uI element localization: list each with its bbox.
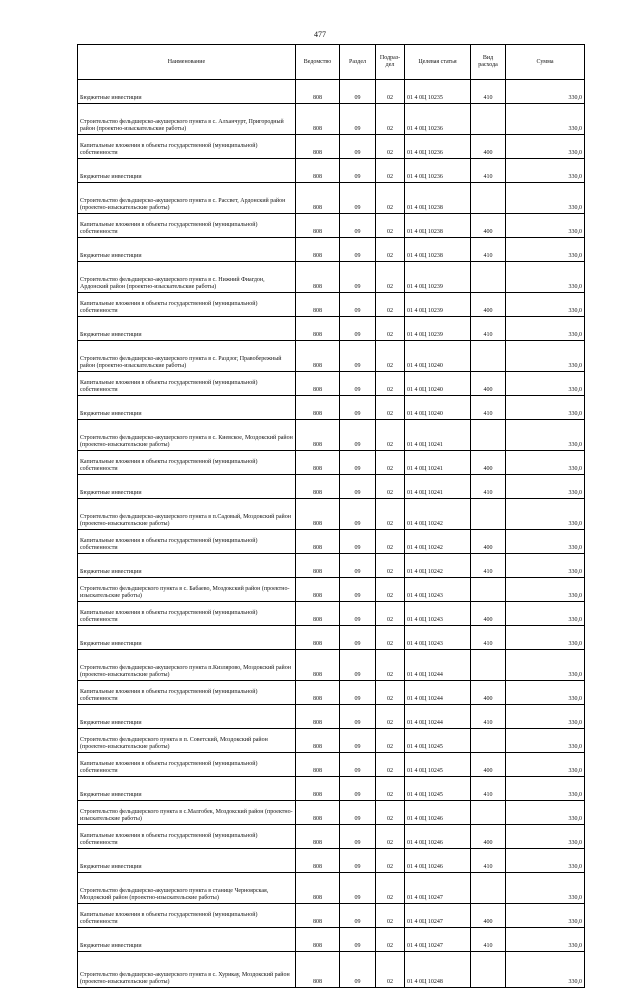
cell-section: 09 — [340, 293, 376, 317]
cell-sum: 330,0 — [506, 396, 585, 420]
cell-name: Капитальные вложения в объекты государственной (муниципальной) собственности — [78, 530, 296, 554]
cell-subsection: 02 — [376, 262, 405, 293]
header-expense-type: Вид расхода — [471, 45, 506, 80]
cell-article: 01 4 0Ц 10241 — [405, 451, 471, 475]
cell-name: Бюджетные инвестиции — [78, 928, 296, 952]
table-row — [78, 451, 585, 475]
cell-sum: 330,0 — [506, 183, 585, 214]
cell-article: 01 4 0Ц 10244 — [405, 650, 471, 681]
cell-expense-type: 410 — [471, 554, 506, 578]
table-header-row — [78, 45, 585, 80]
cell-expense-type — [471, 420, 506, 451]
cell-dept: 808 — [296, 705, 340, 729]
cell-expense-type: 410 — [471, 928, 506, 952]
table-body — [78, 80, 585, 988]
cell-sum: 330,0 — [506, 904, 585, 928]
cell-name: Капитальные вложения в объекты государственной (муниципальной) собственности — [78, 825, 296, 849]
cell-subsection: 02 — [376, 238, 405, 262]
cell-subsection: 02 — [376, 849, 405, 873]
cell-section: 09 — [340, 104, 376, 135]
table-row — [78, 341, 585, 372]
cell-sum: 330,0 — [506, 420, 585, 451]
table-row — [78, 681, 585, 705]
cell-sum: 330,0 — [506, 650, 585, 681]
cell-subsection: 02 — [376, 705, 405, 729]
cell-name: Капитальные вложения в объекты государственной (муниципальной) собственности — [78, 753, 296, 777]
cell-section: 09 — [340, 135, 376, 159]
cell-subsection: 02 — [376, 104, 405, 135]
cell-subsection: 02 — [376, 293, 405, 317]
cell-name: Бюджетные инвестиции — [78, 317, 296, 341]
cell-expense-type — [471, 499, 506, 530]
cell-subsection: 02 — [376, 214, 405, 238]
cell-dept: 808 — [296, 777, 340, 801]
cell-dept: 808 — [296, 650, 340, 681]
cell-sum: 330,0 — [506, 372, 585, 396]
cell-article: 01 4 0Ц 10246 — [405, 849, 471, 873]
cell-expense-type: 400 — [471, 451, 506, 475]
cell-expense-type: 410 — [471, 475, 506, 499]
cell-section: 09 — [340, 952, 376, 988]
cell-article: 01 4 0Ц 10245 — [405, 729, 471, 753]
cell-expense-type: 400 — [471, 372, 506, 396]
cell-subsection: 02 — [376, 904, 405, 928]
cell-dept: 808 — [296, 341, 340, 372]
cell-subsection: 02 — [376, 530, 405, 554]
cell-expense-type: 400 — [471, 825, 506, 849]
cell-section: 09 — [340, 80, 376, 104]
cell-name: Бюджетные инвестиции — [78, 705, 296, 729]
cell-subsection: 02 — [376, 317, 405, 341]
cell-subsection: 02 — [376, 80, 405, 104]
cell-section: 09 — [340, 928, 376, 952]
cell-dept: 808 — [296, 602, 340, 626]
cell-name: Строительство фельдшерско-акушерского пункта в с. Киевское, Моздокский район (проектно-изыскательские работы) — [78, 420, 296, 451]
table-row — [78, 602, 585, 626]
cell-section: 09 — [340, 475, 376, 499]
cell-section: 09 — [340, 777, 376, 801]
cell-subsection: 02 — [376, 135, 405, 159]
cell-article: 01 4 0Ц 10243 — [405, 578, 471, 602]
cell-sum: 330,0 — [506, 554, 585, 578]
cell-section: 09 — [340, 159, 376, 183]
table-row — [78, 262, 585, 293]
cell-name: Строительство фельдшерско-акушерского пункта в п.Садовый, Моздокский район (проектно-изыскательские работы) — [78, 499, 296, 530]
table-row — [78, 104, 585, 135]
cell-sum: 330,0 — [506, 849, 585, 873]
table-row — [78, 80, 585, 104]
cell-sum: 330,0 — [506, 451, 585, 475]
cell-dept: 808 — [296, 135, 340, 159]
cell-expense-type — [471, 104, 506, 135]
cell-section: 09 — [340, 554, 376, 578]
header-sum: Сумма — [506, 45, 585, 80]
cell-article: 01 4 0Ц 10245 — [405, 777, 471, 801]
cell-section: 09 — [340, 372, 376, 396]
cell-article: 01 4 0Ц 10242 — [405, 554, 471, 578]
cell-sum: 330,0 — [506, 753, 585, 777]
table-row — [78, 159, 585, 183]
cell-section: 09 — [340, 729, 376, 753]
cell-expense-type: 400 — [471, 681, 506, 705]
cell-dept: 808 — [296, 80, 340, 104]
cell-dept: 808 — [296, 372, 340, 396]
cell-section: 09 — [340, 626, 376, 650]
cell-sum: 330,0 — [506, 729, 585, 753]
cell-expense-type: 410 — [471, 238, 506, 262]
cell-dept: 808 — [296, 475, 340, 499]
table-row — [78, 578, 585, 602]
cell-dept: 808 — [296, 451, 340, 475]
cell-subsection: 02 — [376, 729, 405, 753]
table-row — [78, 293, 585, 317]
cell-subsection: 02 — [376, 159, 405, 183]
cell-subsection: 02 — [376, 801, 405, 825]
header-name: Наименование — [78, 45, 296, 80]
cell-dept: 808 — [296, 293, 340, 317]
cell-section: 09 — [340, 214, 376, 238]
cell-dept: 808 — [296, 183, 340, 214]
cell-expense-type: 400 — [471, 753, 506, 777]
table-row — [78, 214, 585, 238]
cell-expense-type: 400 — [471, 135, 506, 159]
table-row — [78, 904, 585, 928]
cell-article: 01 4 0Ц 10241 — [405, 420, 471, 451]
cell-section: 09 — [340, 650, 376, 681]
cell-expense-type: 410 — [471, 396, 506, 420]
cell-dept: 808 — [296, 729, 340, 753]
cell-name: Строительство фельдшерско-акушерского пункта в с. Раздзог, Правобережный район (проектно-изыскательские работы) — [78, 341, 296, 372]
cell-name: Капитальные вложения в объекты государственной (муниципальной) собственности — [78, 451, 296, 475]
table-row — [78, 729, 585, 753]
cell-subsection: 02 — [376, 183, 405, 214]
cell-sum: 330,0 — [506, 801, 585, 825]
cell-name: Капитальные вложения в объекты государственной (муниципальной) собственности — [78, 293, 296, 317]
cell-name: Бюджетные инвестиции — [78, 80, 296, 104]
table-row — [78, 825, 585, 849]
cell-name: Строительство фельдшерско-акушерского пункта п.Кизлярово, Моздокский район (проектно-изыскательские работы) — [78, 650, 296, 681]
cell-subsection: 02 — [376, 777, 405, 801]
cell-subsection: 02 — [376, 681, 405, 705]
cell-dept: 808 — [296, 849, 340, 873]
cell-article: 01 4 0Ц 10242 — [405, 499, 471, 530]
cell-section: 09 — [340, 451, 376, 475]
cell-subsection: 02 — [376, 626, 405, 650]
cell-sum: 330,0 — [506, 705, 585, 729]
cell-subsection: 02 — [376, 420, 405, 451]
cell-expense-type: 410 — [471, 849, 506, 873]
table-row — [78, 317, 585, 341]
cell-article: 01 4 0Ц 10235 — [405, 80, 471, 104]
cell-section: 09 — [340, 753, 376, 777]
cell-expense-type — [471, 729, 506, 753]
cell-section: 09 — [340, 849, 376, 873]
cell-sum: 330,0 — [506, 952, 585, 988]
cell-expense-type — [471, 952, 506, 988]
cell-dept: 808 — [296, 554, 340, 578]
cell-subsection: 02 — [376, 602, 405, 626]
cell-article: 01 4 0Ц 10241 — [405, 475, 471, 499]
cell-section: 09 — [340, 825, 376, 849]
cell-dept: 808 — [296, 873, 340, 904]
cell-expense-type: 400 — [471, 904, 506, 928]
cell-expense-type: 410 — [471, 80, 506, 104]
cell-dept: 808 — [296, 753, 340, 777]
cell-name: Капитальные вложения в объекты государственной (муниципальной) собственности — [78, 214, 296, 238]
cell-name: Строительство фельдшерско-акушерского пункта в с. Нижний Фиагдон, Ардонский район (проектно-изыскательские работы) — [78, 262, 296, 293]
cell-section: 09 — [340, 530, 376, 554]
cell-sum: 330,0 — [506, 317, 585, 341]
cell-name: Строительство фельдшерско-акушерского пункта в с. Рассвет, Ардонский район (проектно-изыскательские работы) — [78, 183, 296, 214]
table-row — [78, 753, 585, 777]
cell-subsection: 02 — [376, 372, 405, 396]
cell-article: 01 4 0Ц 10247 — [405, 928, 471, 952]
cell-section: 09 — [340, 801, 376, 825]
table-row — [78, 777, 585, 801]
cell-name: Бюджетные инвестиции — [78, 777, 296, 801]
cell-dept: 808 — [296, 104, 340, 135]
cell-name: Строительство фельдшерско-акушерского пункта в станице Черноярская, Моздокский район (проектно-изыскательские работы) — [78, 873, 296, 904]
cell-sum: 330,0 — [506, 475, 585, 499]
cell-sum: 330,0 — [506, 341, 585, 372]
cell-name: Капитальные вложения в объекты государственной (муниципальной) собственности — [78, 602, 296, 626]
table-row — [78, 801, 585, 825]
cell-name: Бюджетные инвестиции — [78, 159, 296, 183]
cell-expense-type: 400 — [471, 214, 506, 238]
table-row — [78, 928, 585, 952]
cell-article: 01 4 0Ц 10248 — [405, 952, 471, 988]
cell-name: Капитальные вложения в объекты государственной (муниципальной) собственности — [78, 904, 296, 928]
cell-dept: 808 — [296, 499, 340, 530]
cell-expense-type: 410 — [471, 705, 506, 729]
cell-sum: 330,0 — [506, 602, 585, 626]
cell-section: 09 — [340, 705, 376, 729]
cell-dept: 808 — [296, 238, 340, 262]
cell-subsection: 02 — [376, 554, 405, 578]
cell-expense-type: 410 — [471, 777, 506, 801]
cell-article: 01 4 0Ц 10240 — [405, 372, 471, 396]
cell-subsection: 02 — [376, 341, 405, 372]
cell-sum: 330,0 — [506, 578, 585, 602]
cell-name: Капитальные вложения в объекты государственной (муниципальной) собственности — [78, 372, 296, 396]
cell-article: 01 4 0Ц 10240 — [405, 341, 471, 372]
cell-section: 09 — [340, 317, 376, 341]
header-subsection: Подраз-дел — [376, 45, 405, 80]
cell-sum: 330,0 — [506, 873, 585, 904]
cell-dept: 808 — [296, 952, 340, 988]
cell-expense-type: 410 — [471, 159, 506, 183]
cell-expense-type: 400 — [471, 602, 506, 626]
table-row — [78, 705, 585, 729]
cell-section: 09 — [340, 578, 376, 602]
table-row — [78, 135, 585, 159]
cell-article: 01 4 0Ц 10245 — [405, 753, 471, 777]
cell-section: 09 — [340, 873, 376, 904]
cell-expense-type — [471, 801, 506, 825]
cell-sum: 330,0 — [506, 825, 585, 849]
cell-dept: 808 — [296, 928, 340, 952]
cell-subsection: 02 — [376, 952, 405, 988]
table-row — [78, 183, 585, 214]
cell-article: 01 4 0Ц 10244 — [405, 705, 471, 729]
cell-dept: 808 — [296, 317, 340, 341]
cell-name: Капитальные вложения в объекты государственной (муниципальной) собственности — [78, 681, 296, 705]
cell-article: 01 4 0Ц 10236 — [405, 159, 471, 183]
table-row — [78, 849, 585, 873]
cell-sum: 330,0 — [506, 135, 585, 159]
cell-dept: 808 — [296, 681, 340, 705]
cell-expense-type: 410 — [471, 626, 506, 650]
table-row — [78, 372, 585, 396]
cell-sum: 330,0 — [506, 928, 585, 952]
cell-dept: 808 — [296, 262, 340, 293]
header-section: Раздел — [340, 45, 376, 80]
cell-dept: 808 — [296, 825, 340, 849]
table-row — [78, 499, 585, 530]
cell-name: Капитальные вложения в объекты государственной (муниципальной) собственности — [78, 135, 296, 159]
cell-sum: 330,0 — [506, 681, 585, 705]
cell-dept: 808 — [296, 214, 340, 238]
cell-expense-type — [471, 650, 506, 681]
cell-name: Бюджетные инвестиции — [78, 475, 296, 499]
cell-sum: 330,0 — [506, 159, 585, 183]
cell-article: 01 4 0Ц 10247 — [405, 904, 471, 928]
cell-name: Строительство фельдшерского пункта в п. Советский, Моздокский район (проектно-изыскательские работы) — [78, 729, 296, 753]
cell-article: 01 4 0Ц 10236 — [405, 135, 471, 159]
cell-sum: 330,0 — [506, 530, 585, 554]
table-row — [78, 530, 585, 554]
cell-name: Бюджетные инвестиции — [78, 238, 296, 262]
cell-dept: 808 — [296, 801, 340, 825]
cell-article: 01 4 0Ц 10240 — [405, 396, 471, 420]
cell-name: Бюджетные инвестиции — [78, 554, 296, 578]
cell-dept: 808 — [296, 159, 340, 183]
cell-section: 09 — [340, 396, 376, 420]
cell-article: 01 4 0Ц 10246 — [405, 825, 471, 849]
cell-subsection: 02 — [376, 650, 405, 681]
cell-dept: 808 — [296, 626, 340, 650]
cell-section: 09 — [340, 262, 376, 293]
cell-section: 09 — [340, 238, 376, 262]
table-row — [78, 554, 585, 578]
cell-article: 01 4 0Ц 10242 — [405, 530, 471, 554]
cell-subsection: 02 — [376, 475, 405, 499]
cell-expense-type — [471, 578, 506, 602]
cell-article: 01 4 0Ц 10238 — [405, 214, 471, 238]
cell-subsection: 02 — [376, 873, 405, 904]
cell-sum: 330,0 — [506, 104, 585, 135]
cell-subsection: 02 — [376, 578, 405, 602]
cell-dept: 808 — [296, 578, 340, 602]
cell-sum: 330,0 — [506, 214, 585, 238]
cell-subsection: 02 — [376, 396, 405, 420]
table-row — [78, 650, 585, 681]
cell-expense-type — [471, 183, 506, 214]
page-number: 477 — [314, 30, 326, 39]
cell-section: 09 — [340, 420, 376, 451]
cell-article: 01 4 0Ц 10239 — [405, 317, 471, 341]
cell-section: 09 — [340, 681, 376, 705]
cell-name: Бюджетные инвестиции — [78, 626, 296, 650]
cell-section: 09 — [340, 904, 376, 928]
cell-section: 09 — [340, 499, 376, 530]
header-article: Целевая статья — [405, 45, 471, 80]
cell-article: 01 4 0Ц 10247 — [405, 873, 471, 904]
table-row — [78, 238, 585, 262]
cell-article: 01 4 0Ц 10246 — [405, 801, 471, 825]
cell-sum: 330,0 — [506, 777, 585, 801]
cell-expense-type — [471, 341, 506, 372]
cell-subsection: 02 — [376, 499, 405, 530]
cell-article: 01 4 0Ц 10238 — [405, 238, 471, 262]
cell-expense-type — [471, 873, 506, 904]
budget-table — [77, 44, 585, 988]
cell-expense-type: 410 — [471, 317, 506, 341]
cell-name: Строительство фельдшерского пункта в с. Бабаево, Моздокский район (проектно-изыскательские работы) — [78, 578, 296, 602]
cell-article: 01 4 0Ц 10239 — [405, 262, 471, 293]
cell-name: Бюджетные инвестиции — [78, 849, 296, 873]
cell-section: 09 — [340, 183, 376, 214]
cell-dept: 808 — [296, 530, 340, 554]
cell-subsection: 02 — [376, 825, 405, 849]
cell-section: 09 — [340, 341, 376, 372]
cell-dept: 808 — [296, 396, 340, 420]
cell-name: Строительство фельдшерско-акушерского пункта в с. Алханчурт, Пригородный район (проектно-изыскательские работы) — [78, 104, 296, 135]
cell-article: 01 4 0Ц 10236 — [405, 104, 471, 135]
table-row — [78, 396, 585, 420]
cell-expense-type: 400 — [471, 530, 506, 554]
cell-sum: 330,0 — [506, 293, 585, 317]
cell-article: 01 4 0Ц 10238 — [405, 183, 471, 214]
header-dept: Ведомство — [296, 45, 340, 80]
cell-subsection: 02 — [376, 753, 405, 777]
table-row — [78, 626, 585, 650]
table-row — [78, 420, 585, 451]
cell-dept: 808 — [296, 420, 340, 451]
cell-sum: 330,0 — [506, 262, 585, 293]
cell-sum: 330,0 — [506, 80, 585, 104]
table-row — [78, 952, 585, 988]
table-row — [78, 873, 585, 904]
cell-article: 01 4 0Ц 10243 — [405, 626, 471, 650]
cell-dept: 808 — [296, 904, 340, 928]
cell-article: 01 4 0Ц 10239 — [405, 293, 471, 317]
cell-sum: 330,0 — [506, 626, 585, 650]
cell-sum: 330,0 — [506, 238, 585, 262]
cell-name: Строительство фельдшерского пункта в с.Малгобек, Моздокский район (проектно-изыскательские работы) — [78, 801, 296, 825]
cell-name: Строительство фельдшерско-акушерского пункта в с. Хурикау, Моздокский район (проектно-изыскательские работы) — [78, 952, 296, 988]
cell-article: 01 4 0Ц 10244 — [405, 681, 471, 705]
cell-subsection: 02 — [376, 928, 405, 952]
cell-sum: 330,0 — [506, 499, 585, 530]
cell-name: Бюджетные инвестиции — [78, 396, 296, 420]
cell-expense-type — [471, 262, 506, 293]
cell-article: 01 4 0Ц 10243 — [405, 602, 471, 626]
cell-subsection: 02 — [376, 451, 405, 475]
cell-section: 09 — [340, 602, 376, 626]
table-row — [78, 475, 585, 499]
cell-expense-type: 400 — [471, 293, 506, 317]
